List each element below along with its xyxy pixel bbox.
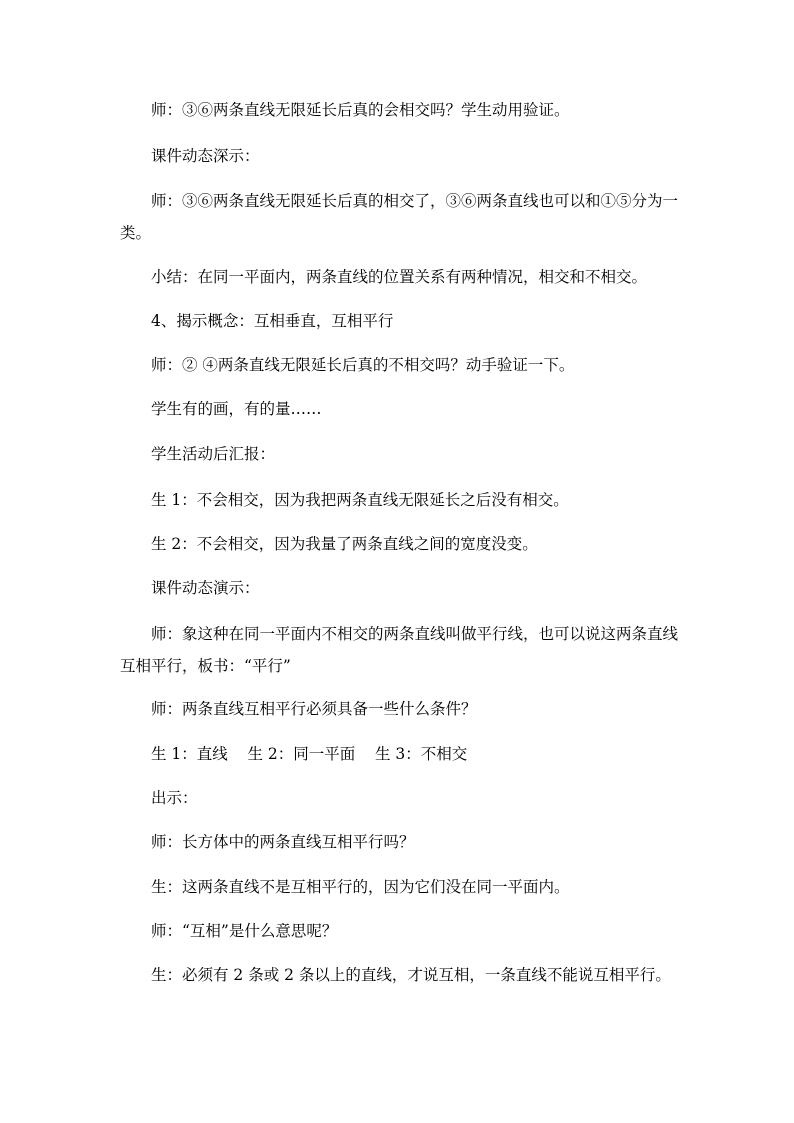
paragraph-2: 课件动态深示：	[151, 147, 260, 165]
paragraph-16: 师：长方体中的两条直线互相平行吗？	[151, 833, 415, 851]
paragraph-12: 师：象这种在同一平面内不相交的两条直线叫做平行线，也可以说这两条直线互相平行，板书：“平行”	[120, 625, 679, 675]
paragraph-18: 师：“互相”是什么意思呢？	[151, 922, 338, 940]
paragraph-5: 4、揭示概念：互相垂直，互相平行	[151, 312, 394, 330]
paragraph-15: 出示：	[151, 789, 198, 807]
paragraph-7: 学生有的画，有的量……	[151, 400, 322, 418]
paragraph-9: 生 1：不会相交，因为我把两条直线无限延长之后没有相交。	[151, 491, 569, 509]
paragraph-10: 生 2：不会相交，因为我量了两条直线之间的宽度没变。	[151, 535, 538, 553]
paragraph-3: 师：③⑥两条直线无限延长后真的相交了，③⑥两条直线也可以和①⑤分为一类。	[120, 192, 679, 242]
paragraph-6: 师：② ④两条直线无限延长后真的不相交吗？动手验证一下。	[151, 356, 575, 374]
paragraph-13: 师：两条直线互相平行必须具备一些什么条件？	[151, 700, 477, 718]
paragraph-8: 学生活动后汇报：	[151, 445, 276, 463]
paragraph-14: 生 1：直线 生 2：同一平面 生 3：不相交	[151, 745, 468, 763]
paragraph-4: 小结：在同一平面内，两条直线的位置关系有两种情况，相交和不相交。	[151, 268, 648, 286]
paragraph-17: 生：这两条直线不是互相平行的，因为它们没在同一平面内。	[151, 878, 570, 896]
paragraph-19: 生：必须有 2 条或 2 条以上的直线，才说互相，一条直线不能说互相平行。	[151, 966, 671, 984]
paragraph-1: 师：③⑥两条直线无限延长后真的会相交吗？学生动用验证。	[151, 101, 570, 119]
paragraph-11: 课件动态演示：	[151, 579, 260, 597]
